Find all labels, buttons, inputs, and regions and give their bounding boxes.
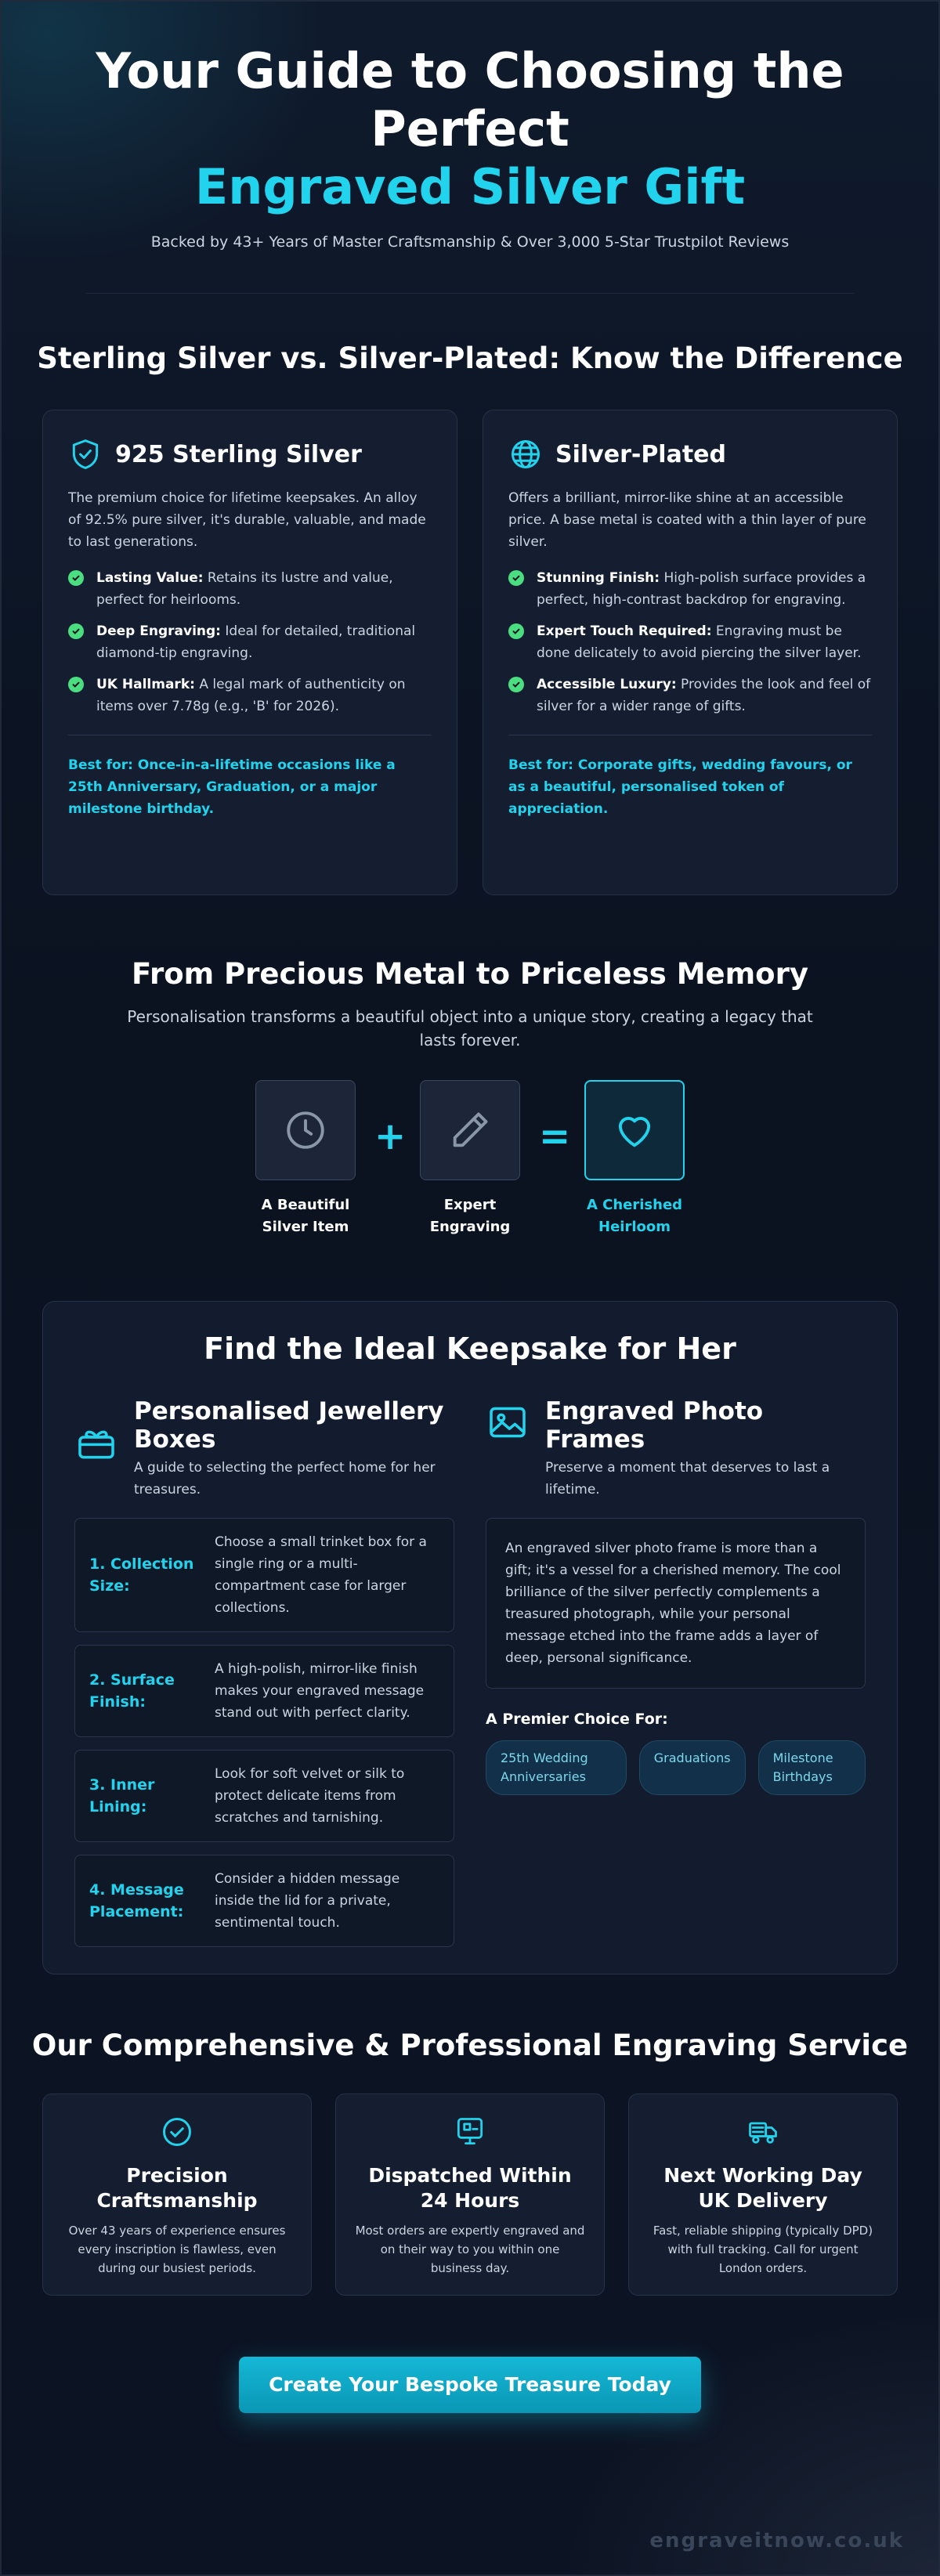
hero-title-line2: Perfect xyxy=(371,100,569,157)
feature-item xyxy=(508,567,872,611)
service-card-dispatch xyxy=(335,2094,605,2296)
keepsake-columns xyxy=(74,1397,866,1960)
guide-row-text: Consider a hidden message inside the lid for a private, sentimental touch. xyxy=(215,1871,400,1931)
step-label: Expert Engraving xyxy=(429,1197,511,1235)
feature-text: Accessible Luxury: Provides the look and feel of silver for a wider range of gifts. xyxy=(537,677,871,714)
feature-text: Expert Touch Required: Engraving must be done delicately to avoid piercing the silver layer. xyxy=(537,623,862,661)
delivery-truck-icon xyxy=(746,2115,780,2149)
step-box xyxy=(420,1080,520,1180)
guide-row-heading: 3. Inner Lining: xyxy=(89,1776,155,1815)
hero-title-accent: Engraved Silver Gift xyxy=(194,158,746,215)
check-icon xyxy=(68,623,84,639)
plated-card-description: Offers a brilliant, mirror-like shine at an accessible price. A base metal is coated with a thin layer of pure silver. xyxy=(508,490,866,550)
globe-icon xyxy=(508,437,543,471)
plated-best-for: Best for: Corporate gifts, wedding favours, or as a beautiful, personalised token of appreciation. xyxy=(508,757,852,817)
hero-divider xyxy=(86,293,854,294)
comparison-section xyxy=(2,342,938,895)
jewellery-title: Personalised Jewellery Boxes xyxy=(134,1397,444,1454)
frames-quote: An engraved silver photo frame is more than a gift; it's a vessel for a cherished memory. The cool brilliance of the silver perfectly complements a treasured photograph, while your personal message etched into the frame adds a layer of deep, personal significance. xyxy=(486,1518,866,1689)
jewellery-header xyxy=(74,1397,454,1501)
guide-row-heading: 1. Collection Size: xyxy=(89,1555,194,1595)
service-card-delivery xyxy=(628,2094,898,2296)
feature-item xyxy=(68,674,432,717)
feature-text: UK Hallmark: A legal mark of authenticity on items over 7.78g (e.g., 'B' for 2026). xyxy=(96,677,406,714)
feature-item xyxy=(68,567,432,611)
equals-operator: = xyxy=(539,1115,571,1158)
plated-card-header xyxy=(508,437,872,471)
frames-column xyxy=(486,1397,866,1960)
hero xyxy=(2,2,938,294)
sterling-best-for: Best for: Once-in-a-lifetime occasions like a 25th Anniversary, Graduation, or a major milestone birthday. xyxy=(68,757,396,817)
service-section xyxy=(2,2029,938,2296)
memory-equation xyxy=(2,1080,938,1238)
occasion-chip: 25th Wedding Anniversaries xyxy=(486,1740,627,1795)
cta-wrapper xyxy=(2,2357,938,2413)
step-box-highlight xyxy=(584,1080,685,1180)
clock-icon xyxy=(283,1107,328,1153)
guide-row xyxy=(74,1750,454,1842)
frames-title: Engraved Photo Frames xyxy=(545,1397,764,1454)
feature-item xyxy=(508,674,872,717)
service-card-title: Next Working Day UK Delivery xyxy=(663,2164,862,2212)
service-card-craftsmanship xyxy=(42,2094,312,2296)
service-card-text: Most orders are expertly engraved and on their way to you within one business day. xyxy=(355,2224,585,2275)
guide-row-heading: 2. Surface Finish: xyxy=(89,1671,175,1711)
feature-item xyxy=(68,620,432,664)
guide-row xyxy=(74,1645,454,1737)
service-card-title: Precision Craftsmanship xyxy=(96,2164,258,2212)
step-label: A Beautiful Silver Item xyxy=(261,1197,350,1235)
plated-feature-list xyxy=(508,567,872,717)
feature-text: Deep Engraving: Ideal for detailed, traditional diamond-tip engraving. xyxy=(96,623,416,661)
check-icon xyxy=(68,677,84,692)
keepsake-section xyxy=(42,1301,898,1974)
create-treasure-button[interactable]: Create Your Bespoke Treasure Today xyxy=(239,2357,701,2413)
check-icon xyxy=(508,623,524,639)
sterling-card-header xyxy=(68,437,432,471)
feature-text: Lasting Value: Retains its lustre and value, perfect for heirlooms. xyxy=(96,570,393,608)
step-box xyxy=(255,1080,356,1180)
step-heirloom xyxy=(580,1080,689,1238)
guide-row-text: A high-polish, mirror-like finish makes your engraved message stand out with perfect clarity. xyxy=(215,1661,425,1721)
service-title: Our Comprehensive & Professional Engraving Service xyxy=(31,2029,909,2062)
feature-text: Stunning Finish: High-polish surface provides a perfect, high-contrast backdrop for engraving. xyxy=(537,570,866,608)
plated-card-title: Silver-Plated xyxy=(555,440,726,468)
jewellery-guide-list xyxy=(74,1518,454,1947)
shield-check-icon xyxy=(68,437,103,471)
memory-section xyxy=(2,958,938,1238)
plated-card xyxy=(483,410,898,895)
guide-row-heading: 4. Message Placement: xyxy=(89,1881,184,1920)
check-icon xyxy=(68,570,84,586)
occasion-chip: Graduations xyxy=(639,1740,746,1795)
hero-title-line1: Your Guide to Choosing the xyxy=(96,42,844,99)
step-engraving xyxy=(415,1080,525,1238)
service-card-text: Over 43 years of experience ensures every inscription is flawless, even during our busiest periods. xyxy=(68,2224,286,2275)
frames-subtitle: Preserve a moment that deserves to last a lifetime. xyxy=(545,1460,830,1498)
jewellery-column xyxy=(74,1397,454,1960)
occasion-chip: Milestone Birthdays xyxy=(758,1740,866,1795)
occasion-chips xyxy=(486,1740,866,1795)
check-icon xyxy=(508,677,524,692)
plus-operator: + xyxy=(374,1115,407,1158)
comparison-grid xyxy=(42,410,898,895)
sterling-card-title: 925 Sterling Silver xyxy=(115,440,362,468)
heart-icon xyxy=(612,1107,657,1153)
check-icon xyxy=(508,570,524,586)
memory-title: From Precious Metal to Priceless Memory xyxy=(132,957,808,991)
guide-row xyxy=(74,1855,454,1947)
gift-box-icon xyxy=(74,1421,118,1465)
hero-subtitle: Backed by 43+ Years of Master Craftsmanship & Over 3,000 5-Star Trustpilot Reviews xyxy=(150,233,790,251)
sterling-feature-list xyxy=(68,567,432,717)
dispatch-monitor-icon xyxy=(453,2115,487,2149)
guide-row xyxy=(74,1518,454,1632)
site-watermark: engraveitnow.co.uk xyxy=(649,2529,904,2553)
image-frame-icon xyxy=(486,1400,530,1444)
service-card-title: Dispatched Within 24 Hours xyxy=(368,2164,572,2212)
service-card-text: Fast, reliable shipping (typically DPD) with full tracking. Call for urgent London orders. xyxy=(653,2224,873,2275)
step-silver-item xyxy=(251,1080,360,1238)
guide-row-text: Look for soft velvet or silk to protect delicate items from scratches and tarnishing. xyxy=(215,1766,405,1826)
sterling-card-description: The premium choice for lifetime keepsakes. An alloy of 92.5% pure silver, it's durable, valuable, and made to last generations. xyxy=(68,490,426,550)
step-label-highlight: A Cherished Heirloom xyxy=(586,1197,683,1235)
hero-title xyxy=(2,42,938,216)
badge-check-icon xyxy=(160,2115,194,2149)
guide-row-text: Choose a small trinket box for a single ring or a multi-compartment case for larger collections. xyxy=(215,1534,427,1616)
memory-lead: Personalisation transforms a beautiful object into a unique story, creating a legacy that lasts forever. xyxy=(127,1007,813,1050)
pencil-icon xyxy=(447,1107,493,1153)
frames-header xyxy=(486,1397,866,1501)
service-grid xyxy=(42,2094,898,2296)
premier-choice-label: A Premier Choice For: xyxy=(486,1711,668,1728)
comparison-title: Sterling Silver vs. Silver-Plated: Know the Difference xyxy=(37,341,903,375)
keepsake-title: Find the Ideal Keepsake for Her xyxy=(204,1331,736,1366)
sterling-card xyxy=(42,410,457,895)
jewellery-subtitle: A guide to selecting the perfect home for her treasures. xyxy=(134,1460,436,1498)
feature-item xyxy=(508,620,872,664)
